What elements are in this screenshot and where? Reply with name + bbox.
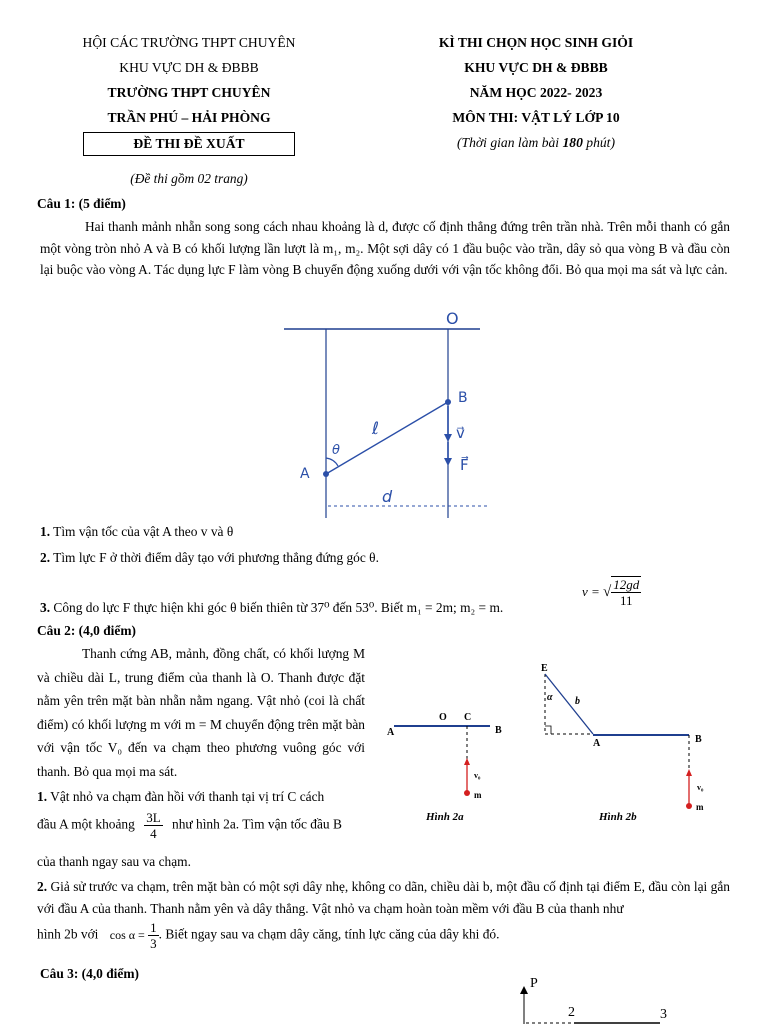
svg-text:Hình 2b: Hình 2b <box>599 811 637 823</box>
pages-note: (Đề thi gồm 02 trang) <box>130 171 248 186</box>
q2-part2: 2. Giả sử trước va chạm, trên mặt bàn có một sợi dây nhẹ, không co dãn, chiều dài b, một đầu cố định tại điểm E, đầu còn lại gắn với đầu A của thanh. Thanh nằm yên và dây thẳng. Vật nhỏ va chạm hoàn toàn mềm với đầu B của thanh như <box>37 879 730 916</box>
exam-title: KÌ THI CHỌN HỌC SINH GIỎI <box>438 35 634 50</box>
q2-part1-cont: đầu A một khoảng $\frac{3L}{4}$ như hình 2a. Tìm vận tốc đầu B <box>37 810 342 841</box>
label-v: v⃗ <box>456 424 465 442</box>
svg-text:A: A <box>593 738 601 749</box>
q3-figure <box>510 972 690 1024</box>
q1-figure <box>280 306 495 520</box>
header-left <box>40 30 338 156</box>
q3-title: Câu 3: (4,0 điểm) <box>40 966 139 981</box>
q1-title: Câu 1: (5 điểm) <box>37 196 126 211</box>
svg-text:m: m <box>696 802 704 812</box>
svg-text:m: m <box>474 790 482 800</box>
label-o: O <box>446 309 459 328</box>
q2-title: Câu 2: (4,0 điểm) <box>37 623 136 638</box>
fig-2b <box>535 660 715 825</box>
string-eb <box>545 674 593 734</box>
label-theta: θ <box>332 443 340 458</box>
string-ab <box>326 402 448 474</box>
q1-item1: 1. Tìm vận tốc của vật A theo v và θ <box>40 524 234 539</box>
svg-text:B: B <box>495 725 502 736</box>
mass-2b <box>686 803 692 809</box>
exam-subject: MÔN THI: VẬT LÝ LỚP 10 <box>452 110 620 125</box>
q1-formula: v = √ $\frac{12gd}{11}$ <box>582 577 640 608</box>
svg-text:2: 2 <box>568 1005 575 1020</box>
svg-text:Hình 2a: Hình 2a <box>426 811 464 823</box>
q1-item2: 2. Tìm lực F ở thời điểm dây tạo với phương thẳng đứng góc θ. <box>40 550 379 565</box>
svg-text:E: E <box>541 663 548 674</box>
header-right <box>400 30 672 155</box>
label-f: F⃗ <box>460 456 469 474</box>
q1-item3: 3. Công do lực F thực hiện khi góc θ biến thiên từ 37⁰ đến 53⁰. Biết m₁ = 2m; m₂ = m. <box>40 600 504 615</box>
svg-text:O: O <box>439 712 447 723</box>
exam-time: (Thời gian làm bài 180 phút) <box>457 135 615 150</box>
theta-arc <box>326 458 338 466</box>
exam-region: KHU VỰC DH & ĐBBB <box>464 60 608 75</box>
q2-part1-end: của thanh ngay sau va chạm. <box>37 854 191 869</box>
svg-text:b: b <box>575 696 580 707</box>
proposal-badge: ĐỀ THI ĐỀ XUẤT <box>83 132 295 156</box>
mass-2a <box>464 790 470 796</box>
q2-part1: 1. Vật nhỏ va chạm đàn hồi với thanh tại vị trí C cách <box>37 789 325 804</box>
svg-text:3: 3 <box>660 1007 667 1022</box>
q1-body: Hai thanh mảnh nhẵn song song cách nhau khoảng là d, được cố định thẳng đứng trên trần nhà. Trên mỗi thanh có gắn một vòng tròn nhỏ A và B có khối lượng lần lượt là m₁, m₂. Một sợi dây có 1 đầu buộc vào trần, dây sỏ qua vòng B và đầu còn lại buộc vào vòng A. Tác dụng lực F làm vòng B chuyển động xuống dưới với vận tốc không đổi. Bỏ qua mọi ma sát và lực cản. <box>40 219 730 277</box>
q2-part2-cont: hình 2b với cos α = $\frac{1}{3}$ . Biết ngay sau va chạm dây căng, tính lực căng của dây khi đó. <box>37 920 500 951</box>
exam-year: NĂM HỌC 2022- 2023 <box>469 85 603 100</box>
svg-text:B: B <box>695 734 702 745</box>
header-school-name: TRẦN PHÚ – HẢI PHÒNG <box>107 110 271 125</box>
svg-text:P: P <box>530 976 538 991</box>
header-school: TRƯỜNG THPT CHUYÊN <box>107 85 271 100</box>
label-a: A <box>300 466 310 482</box>
svg-text:A: A <box>387 727 395 738</box>
ring-a <box>323 471 329 477</box>
fig-2a <box>382 705 507 825</box>
header-region: KHU VỰC DH & ĐBBB <box>119 60 259 75</box>
label-l: ℓ <box>372 419 380 439</box>
label-d: d <box>382 487 393 506</box>
label-b: B <box>458 390 468 406</box>
header-org: HỘI CÁC TRƯỜNG THPT CHUYÊN <box>82 35 296 50</box>
svg-text:v₀: v₀ <box>697 783 704 792</box>
ring-b <box>445 399 451 405</box>
svg-text:v₀: v₀ <box>474 771 481 780</box>
svg-text:C: C <box>464 712 472 723</box>
svg-text:α: α <box>547 692 553 703</box>
q2-intro: Thanh cứng AB, mảnh, đồng chất, có khối lượng M và chiều dài L, trung điểm của thanh là O. Thanh được đặt nằm yên trên mặt bàn nhẵn nằm ngang. Vật nhỏ (coi là chất điểm) có khối lượng m với m = M chuyển động trên mặt bàn với vận tốc V₀ đến va chạm theo phương vuông góc với thanh. Bỏ qua mọi ma sát. <box>37 646 365 779</box>
